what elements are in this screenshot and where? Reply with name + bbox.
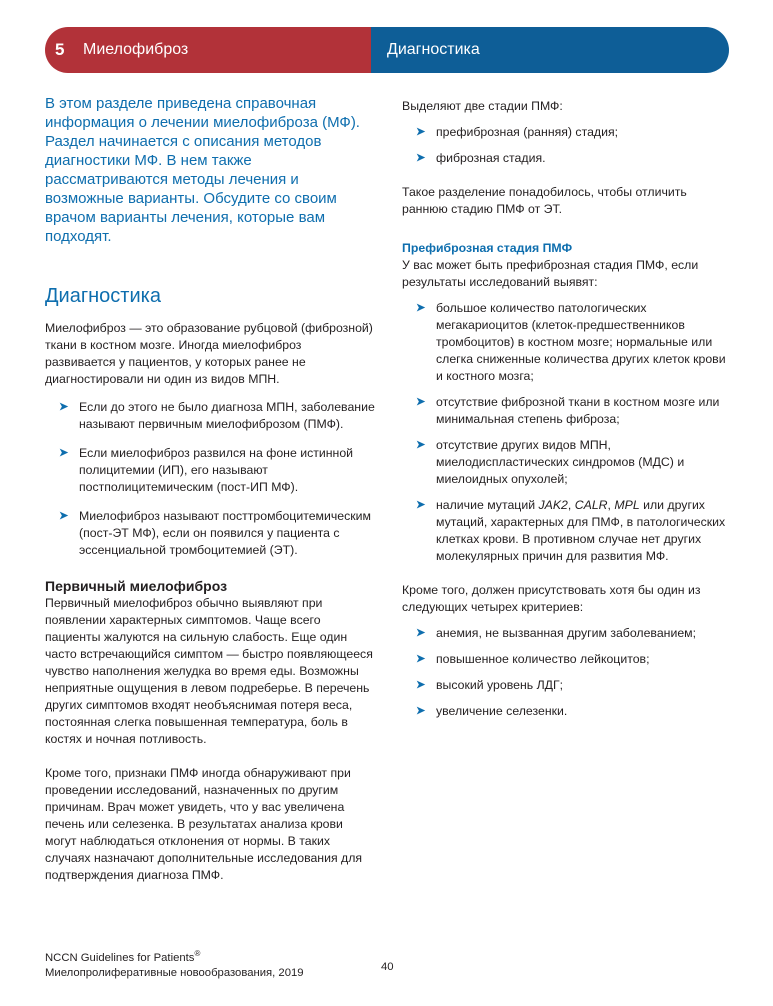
list-item-text: Если до этого не было диагноза МПН, заболевание называют первичным миелофиброзом (ПМФ). bbox=[79, 400, 375, 431]
chapter-header bbox=[45, 27, 729, 73]
list-item bbox=[402, 124, 727, 141]
chevron-right-icon: ➤ bbox=[416, 679, 426, 691]
list-item-text: отсутствие фиброзной ткани в костном мозге или минимальная степень фиброза; bbox=[436, 395, 720, 426]
list-item bbox=[45, 508, 375, 559]
list-item-text: префиброзная (ранняя) стадия; bbox=[436, 125, 619, 139]
list-item-text: повышенное количество лейкоцитов; bbox=[436, 652, 650, 666]
section-title: Диагностика bbox=[387, 41, 480, 58]
list-item-text: Если миелофиброз развился на фоне истинной полицитемии (ИП), его называют постполицитемическим (пост-ИП МФ). bbox=[79, 446, 354, 494]
chevron-right-icon: ➤ bbox=[416, 126, 426, 138]
chapter-title: Миелофиброз bbox=[83, 41, 189, 58]
chevron-right-icon: ➤ bbox=[59, 447, 69, 459]
list-item-text: Миелофиброз называют посттромбоцитемическим (пост-ЭТ МФ), если он появился у пациента с эссенциальной тромбоцитемией (ЭТ). bbox=[79, 509, 371, 557]
paragraph: У вас может быть префиброзная стадия ПМФ, если результаты исследований выявят: bbox=[402, 258, 699, 289]
list-item bbox=[402, 437, 727, 488]
bullet-list bbox=[402, 625, 727, 720]
paragraph: Такое разделение понадобилось, чтобы отличить раннюю стадию ПМФ от ЭТ. bbox=[402, 185, 687, 216]
right-column bbox=[402, 94, 727, 720]
chevron-right-icon: ➤ bbox=[416, 627, 426, 639]
paragraph: Кроме того, признаки ПМФ иногда обнаруживают при проведении исследований, назначенных по другим причинам. Врач может увидеть, что у вас увеличена печень или селезенка. В результатах анализа крови могут наблюдаться отклонения от нормы. В таких случаях назначают дополнительные исследования для подтверждения диагноза ПМФ. bbox=[45, 766, 363, 882]
section-heading: Диагностика bbox=[45, 285, 161, 307]
chevron-right-icon: ➤ bbox=[59, 510, 69, 522]
list-item-text: отсутствие других видов МПН, миелодиспластических синдромов (МДС) и миелоидных опухолей; bbox=[436, 438, 685, 486]
list-item-text: наличие мутаций JAK2, CALR, MPL или других мутаций, характерных для ПМФ, в патологических клетках крови. В противном случае нет других молекулярных причин для развития МФ. bbox=[436, 498, 726, 563]
gene-name: JAK2 bbox=[538, 498, 568, 512]
intro-text: В этом разделе приведена справочная информация о лечении миелофиброза (МФ). Раздел начинается с описания методов диагностики МФ. В нем также рассматриваются методы лечения и возможные варианты. Обсудите со своим врачом варианты лечения, которые вам подходят. bbox=[45, 95, 360, 245]
list-item bbox=[402, 300, 727, 385]
page-number: 40 bbox=[381, 961, 394, 973]
list-item bbox=[45, 399, 375, 433]
chevron-right-icon: ➤ bbox=[416, 152, 426, 164]
list-item bbox=[402, 497, 727, 565]
bullet-list bbox=[45, 399, 375, 559]
chevron-right-icon: ➤ bbox=[416, 439, 426, 451]
list-item-text: высокий уровень ЛДГ; bbox=[436, 678, 564, 692]
left-column bbox=[45, 94, 375, 884]
list-item bbox=[402, 625, 727, 642]
paragraph: Выделяют две стадии ПМФ: bbox=[402, 99, 563, 113]
list-item bbox=[402, 703, 727, 720]
chevron-right-icon: ➤ bbox=[416, 653, 426, 665]
chevron-right-icon: ➤ bbox=[416, 705, 426, 717]
list-item bbox=[402, 150, 727, 167]
list-item-text: большое количество патологических мегакариоцитов (клеток-предшественников тромбоцитов) в костном мозге; нормальные или слегка сниженные количества других клеток крови и костного мозга; bbox=[436, 301, 726, 383]
section-tab bbox=[371, 27, 729, 73]
chapter-tab bbox=[45, 27, 371, 73]
chapter-number: 5 bbox=[55, 40, 65, 59]
paragraph: Миелофиброз — это образование рубцовой (фиброзной) ткани в костном мозге. Иногда миелофиброз развивается у пациентов, у которых ранее не диагностировали ни один из видов МПН. bbox=[45, 321, 373, 386]
paragraph: Первичный миелофиброз обычно выявляют при появлении характерных симптомов. Чаще всего пациенты жалуются на сильную слабость. Еще один часто встречающийся симптом — быстро появляющееся чувство наполнения желудка во время еды. Возможны неприятные ощущения в левом подреберье. В перечень других симптомов входят необъяснимая потеря веса, постоянная слегка повышенная температура, боль в костях и ночная потливость. bbox=[45, 596, 373, 746]
list-item bbox=[402, 394, 727, 428]
footer-line: NCCN Guidelines for Patients® bbox=[45, 949, 201, 964]
subheading: Префиброзная стадия ПМФ bbox=[402, 241, 573, 255]
subheading: Первичный миелофиброз bbox=[45, 578, 228, 594]
gene-name: MPL bbox=[614, 498, 640, 512]
list-item-text: фиброзная стадия. bbox=[436, 151, 546, 165]
footer-line: Миелопролиферативные новообразования, 2019 bbox=[45, 966, 304, 979]
list-item bbox=[45, 445, 375, 496]
chevron-right-icon: ➤ bbox=[416, 499, 426, 511]
paragraph: Кроме того, должен присутствовать хотя бы один из следующих четырех критериев: bbox=[402, 583, 701, 614]
list-item bbox=[402, 651, 727, 668]
gene-name: CALR bbox=[574, 498, 608, 512]
list-item bbox=[402, 677, 727, 694]
bullet-list bbox=[402, 124, 727, 167]
list-item-text: увеличение селезенки. bbox=[436, 704, 568, 718]
bullet-list bbox=[402, 300, 727, 565]
footer bbox=[45, 946, 304, 981]
chevron-right-icon: ➤ bbox=[416, 396, 426, 408]
chevron-right-icon: ➤ bbox=[416, 302, 426, 314]
chevron-right-icon: ➤ bbox=[59, 401, 69, 413]
list-item-text: анемия, не вызванная другим заболеванием; bbox=[436, 626, 697, 640]
